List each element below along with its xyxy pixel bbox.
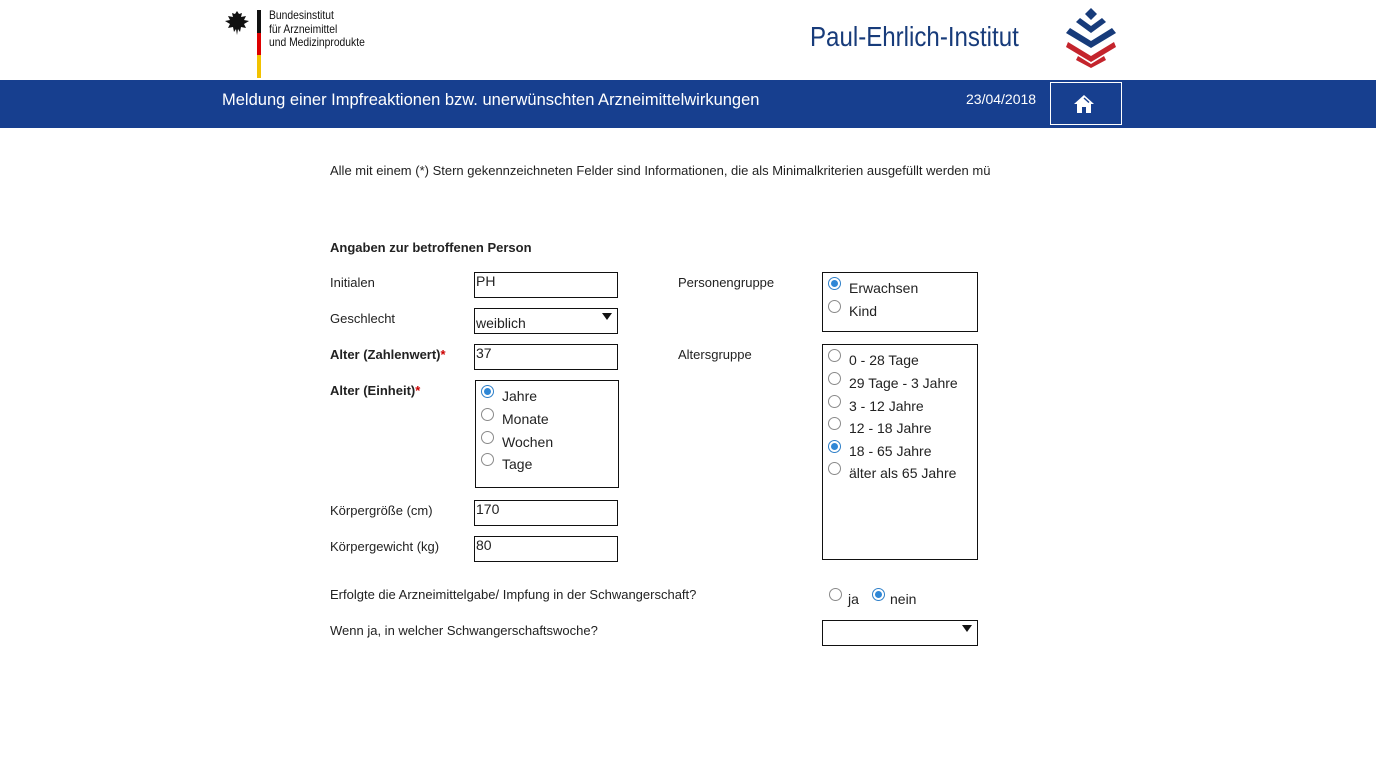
radio-label: nein (890, 591, 917, 607)
schwangerschaftswoche-label: Wenn ja, in welcher Schwangerschaftswoche? (330, 623, 598, 638)
radio-button[interactable] (481, 453, 494, 466)
intro-text: Alle mit einem (*) Stern gekennzeichneten Felder sind Informationen, die als Minimalkriterien ausgefüllt werden mü (330, 163, 990, 178)
radio-label: 18 - 65 Jahre (849, 443, 932, 459)
home-icon (1073, 94, 1095, 114)
required-asterisk: * (440, 347, 446, 362)
radio-label: Erwachsen (849, 280, 919, 296)
required-asterisk: * (415, 383, 421, 398)
bfarm-logo-line: und Medizinprodukte (269, 35, 365, 49)
radio-label: 29 Tage - 3 Jahre (849, 375, 958, 391)
bfarm-logo-line: für Arzneimittel (269, 21, 338, 36)
radio-label: Tage (502, 456, 533, 472)
radio-button[interactable] (828, 395, 841, 408)
bfarm-logo-line: Bundesinstitut (269, 8, 334, 22)
german-flag-stripe (257, 10, 261, 78)
radio-label: ja (848, 591, 859, 607)
radio-label: 0 - 28 Tage (849, 352, 919, 368)
personengruppe-radio-group (822, 272, 978, 332)
federal-eagle-icon (224, 10, 250, 36)
page-title: Meldung einer Impfreaktionen bzw. unerwünschten Arzneimittelwirkungen (222, 91, 760, 109)
radio-label: Monate (502, 411, 549, 427)
radio-button[interactable] (828, 417, 841, 430)
alter-zahlenwert-label-text: Alter (Zahlenwert) (330, 347, 441, 362)
radio-label: 3 - 12 Jahre (849, 398, 924, 414)
bfarm-logo (224, 8, 384, 78)
geschlecht-label: Geschlecht (330, 311, 396, 326)
initialen-input[interactable]: PH (474, 272, 618, 298)
alter-zahlenwert-input[interactable]: 37 (474, 344, 618, 370)
radio-button[interactable] (828, 372, 841, 385)
section-title: Angaben zur betroffenen Person (330, 240, 532, 255)
geschlecht-select[interactable] (474, 308, 618, 334)
koerpergewicht-input[interactable]: 80 (474, 536, 618, 562)
pei-logo-text: Paul-Ehrlich-Institut (810, 21, 1019, 52)
alter-einheit-label (330, 383, 420, 398)
altersgruppe-radio-group (822, 344, 978, 560)
radio-button[interactable] (872, 588, 885, 601)
koerpergroesse-label: Körpergröße (cm) (330, 503, 433, 518)
schwangerschaft-label: Erfolgte die Arzneimittelgabe/ Impfung in der Schwangerschaft? (330, 587, 697, 602)
radio-label: Wochen (502, 434, 554, 450)
personengruppe-label: Personengruppe (678, 275, 775, 290)
radio-button[interactable] (828, 462, 841, 475)
pei-logo (808, 6, 1128, 72)
dropdown-arrow-icon (602, 313, 612, 320)
page-header (0, 0, 1376, 80)
radio-label: Jahre (502, 388, 538, 404)
koerpergewicht-label: Körpergewicht (kg) (330, 539, 440, 554)
initialen-label: Initialen (330, 275, 375, 290)
geschlecht-selected-value: weiblich (476, 315, 526, 331)
radio-label: älter als 65 Jahre (849, 465, 957, 481)
dropdown-arrow-icon (962, 625, 972, 632)
radio-button[interactable] (829, 588, 842, 601)
pei-emblem-icon (1060, 6, 1122, 68)
radio-button[interactable] (828, 300, 841, 313)
bfarm-logo-text (269, 9, 365, 50)
radio-label: 12 - 18 Jahre (849, 420, 932, 436)
radio-button[interactable] (481, 385, 494, 398)
radio-button[interactable] (481, 408, 494, 421)
schwangerschaft-option-nein[interactable] (872, 588, 932, 608)
radio-button[interactable] (828, 277, 841, 290)
radio-button[interactable] (828, 349, 841, 362)
alter-zahlenwert-label (330, 347, 446, 362)
schwangerschaftswoche-select[interactable] (822, 620, 978, 646)
report-date: 23/04/2018 (966, 91, 1037, 107)
alter-einheit-label-text: Alter (Einheit) (330, 383, 416, 398)
radio-button[interactable] (828, 440, 841, 453)
alter-einheit-radio-group (475, 380, 619, 488)
koerpergroesse-input[interactable]: 170 (474, 500, 618, 526)
home-button[interactable] (1050, 82, 1122, 125)
radio-button[interactable] (481, 431, 494, 444)
altersgruppe-label: Altersgruppe (678, 347, 752, 362)
radio-label: Kind (849, 303, 878, 319)
